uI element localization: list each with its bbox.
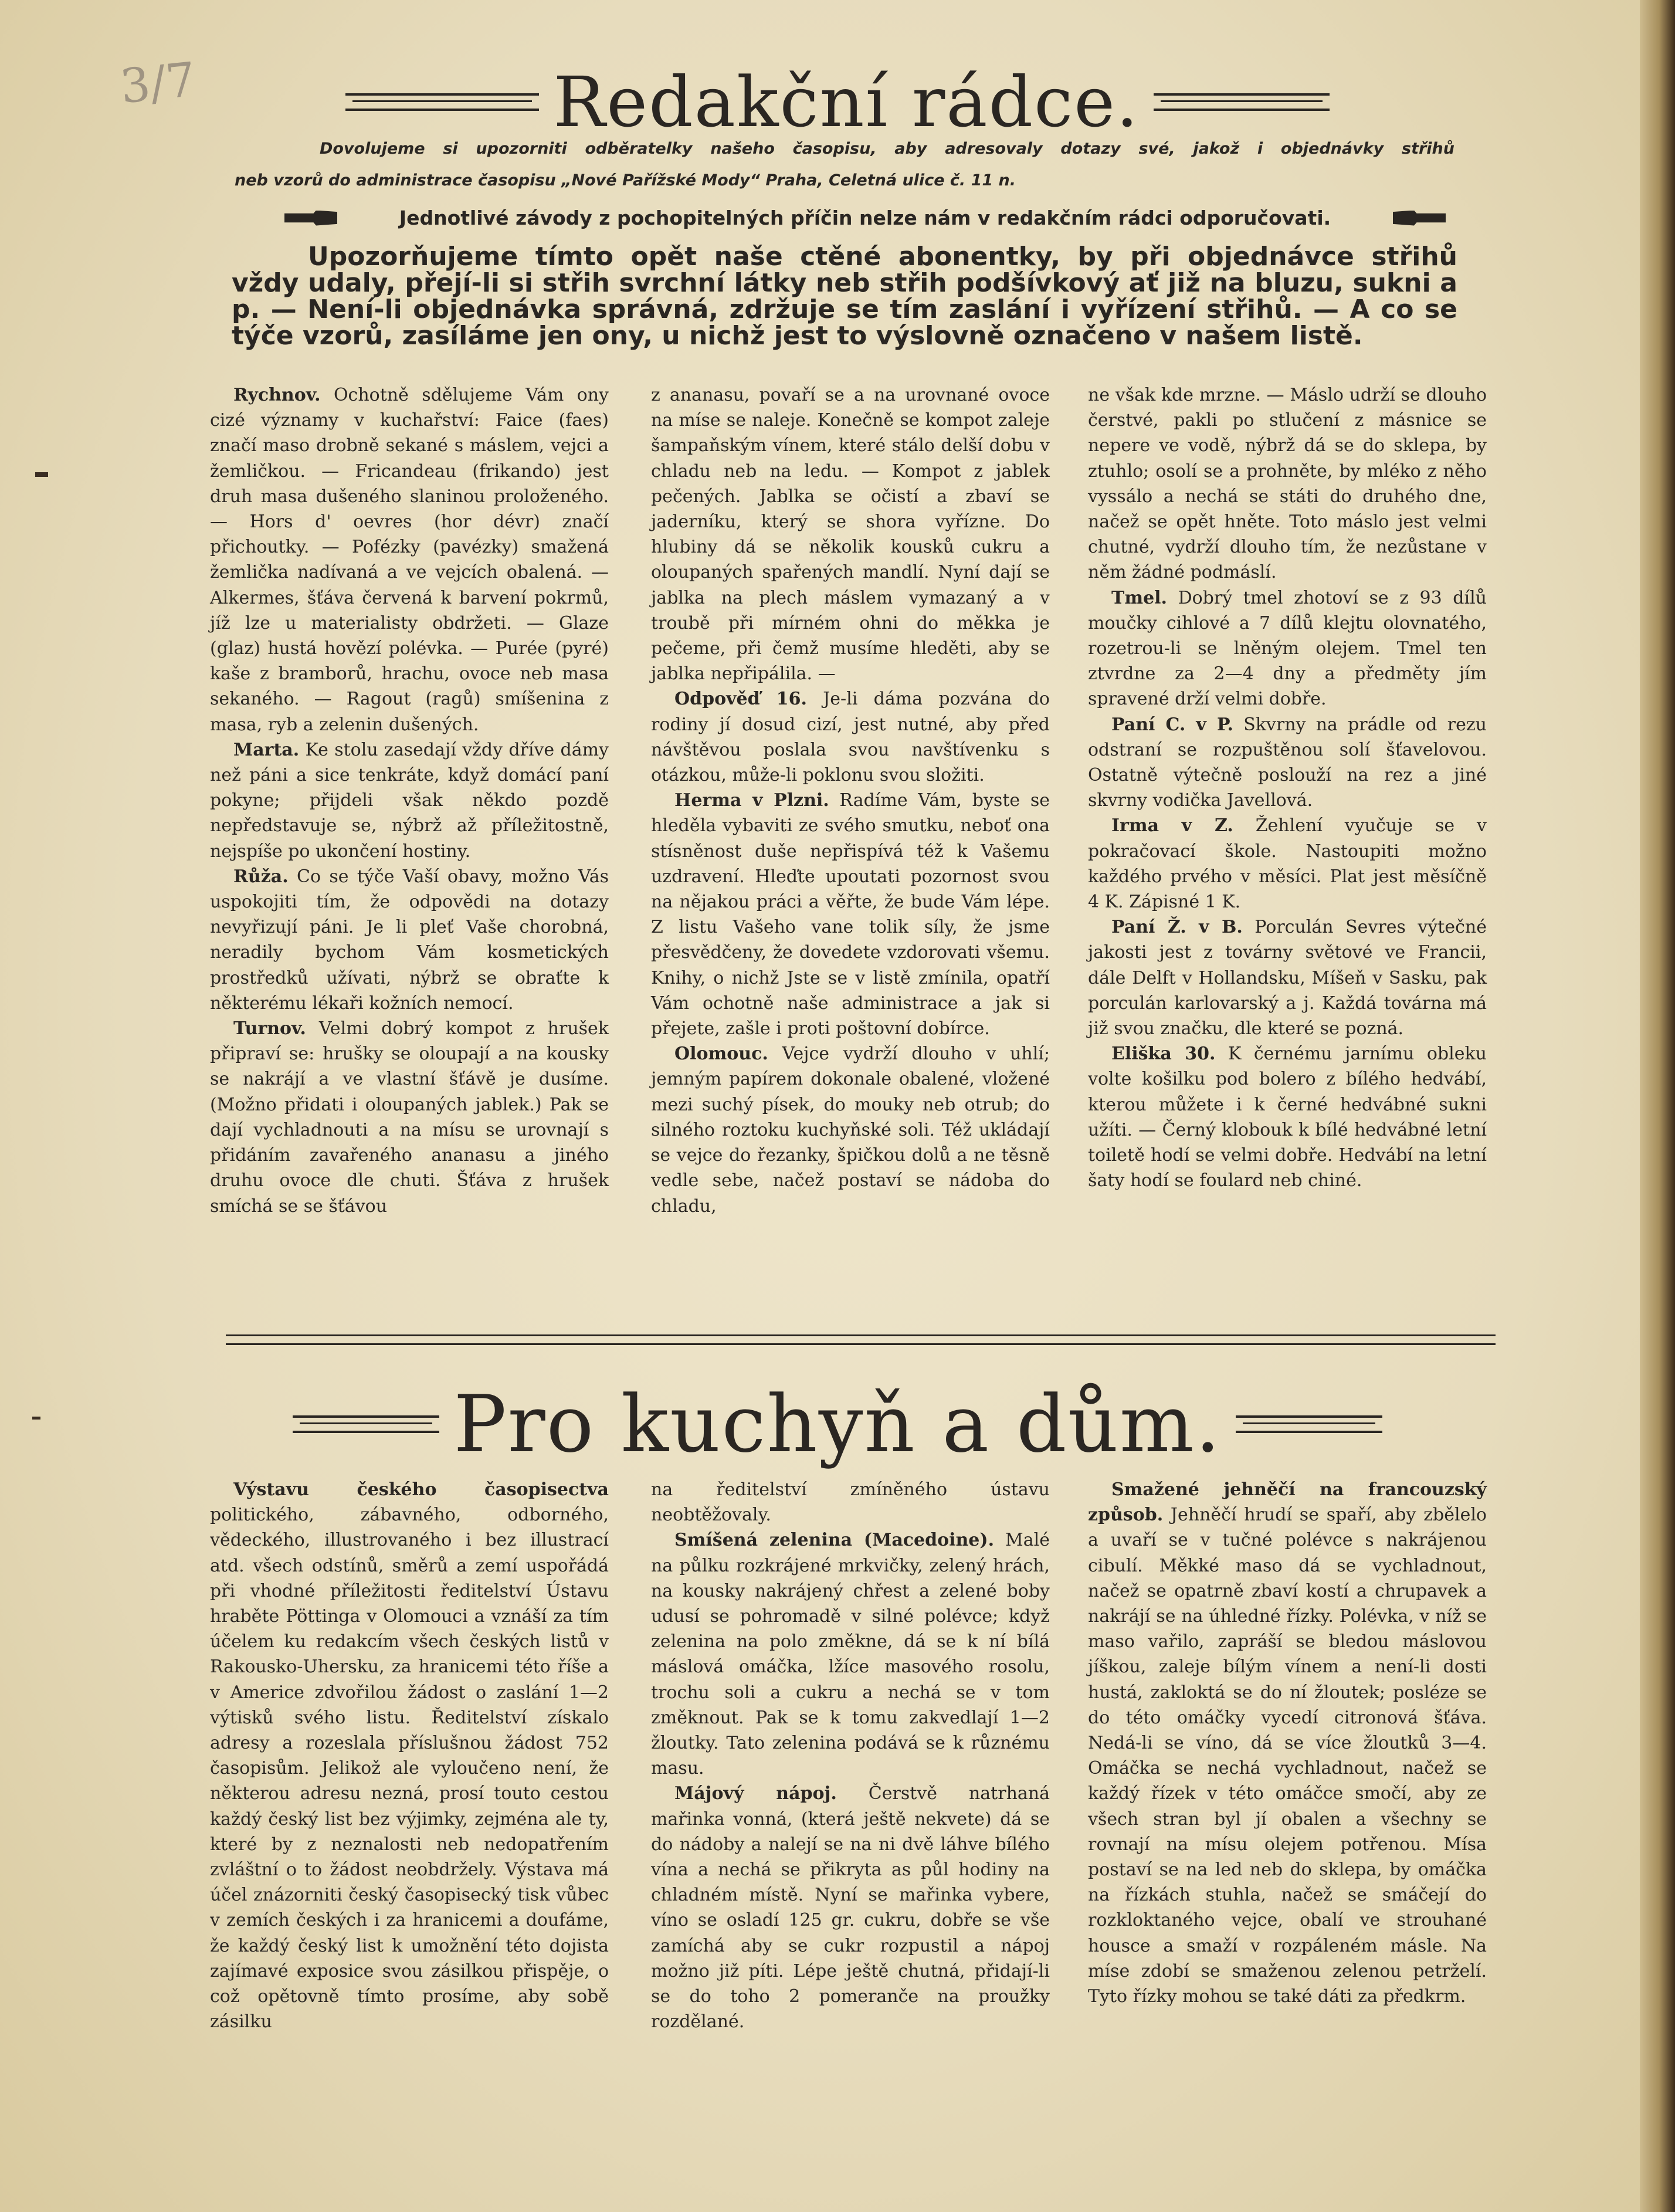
entry-text: Jehněčí hrudí se spaří, aby zbělelo a uvaří se v tučné polévce s nakrájenou cibulí. Měkké maso dá se vychladnout, načež se opatrně zbaví kostí a chrupavek a nakrájí se na úhledné řízky. Polévka, v níž se maso vařilo, zapráší se bledou máslovou jíškou, zaleje bílým vínem a není-li dosti hustá, zakloktá se do ní žloutek; posléze se do této omáčky vycedí citronová šťáva. Nedá-li se víno, dá se více žloutků 3—4. Omáčka se nechá vychladnout, načež se každý řízek v této omáčce smočí, aby ze všech stran byl jí obalen a všechny se rovnají na mísu olejem potřenou. Mísa postaví se na led neb do sklepa, by omáčka na řízkách stuhla, načež se smáčejí do rozkloktaného vejce, obalí ve strouhané housce a smaží v rozpáleném másle. Na míse zdobí se smaženou zelenou petrželí. Tyto řízky mohou se také dáti za předkrm. xyxy=(1088,1505,1487,2007)
entry-heading: Smažené jehněčí na francouzský způsob. xyxy=(1088,1479,1487,1526)
pointing-hand-icon xyxy=(284,211,337,226)
entry-heading: Rychnov. xyxy=(233,385,321,405)
title-ornament-right xyxy=(1236,1415,1382,1433)
section1-title-row xyxy=(0,62,1675,143)
entry-continuation xyxy=(651,382,1050,686)
entry-heading: Turnov. xyxy=(233,1018,306,1039)
entry-pani-c xyxy=(1088,712,1487,814)
entry-irma xyxy=(1088,813,1487,914)
entry-tmel xyxy=(1088,585,1487,712)
entry-text: Je-li dáma pozvána do rodiny jí dosud cizí, jest nutné, aby před návštěvou poslala svou navštívenku s otázkou, může-li poklonu svou složiti. xyxy=(651,689,1050,786)
entry-text: Žehlení vyučuje se v pokračovací škole. Nastoupiti možno každého prvého v měsíci. Plat jest měsíčně 4 K. Zápisné 1 K. xyxy=(1088,815,1487,913)
entry-text: z ananasu, povaří se a na urovnané ovoce na míse se naleje. Konečně se kompot zaleje šampaňským vínem, které stálo delší dobu v chladu neb na ledu. — Kompot z jablek pečených. Jablka se očistí a zbaví se jaderníku, který se shora vyřízne. Do hlubiny dá se několik kousků cukru a oloupaných spařených mandlí. Nyní dají se jablka na plech máslem vymazaný a v troubě při mírném ohni do měkka je pečeme, při čemž musíme hleděti, aby se jablka nepřipálila. — xyxy=(651,385,1050,685)
section2-title: Pro kuchyň a dům. xyxy=(453,1378,1222,1470)
entry-heading: Olomouc. xyxy=(674,1044,768,1065)
section-divider xyxy=(226,1334,1496,1345)
entry-text: politického, zábavného, odborného, vědeckého, illustrovaného i bez illustrací atd. všech odstínů, směrů a zemí uspořádá při vhodné příležitosti ředitelství Ústavu hraběte Pöttinga v Olomouci a vznáší za tím účelem ku redakcím všech českých listů v Rakousko-Uhersku, za hranicemi této říše a v Americe zdvořilou žádost o zaslání 1—2 výtisků svého listu. Ředitelství získalo adresy a rozeslala příslušnou žádost 752 časopisům. Jelikož ale vyloučeno není, že některou adresu nezná, prosí touto cestou každý český list bez výjimky, zejména ale ty, které by z neznalosti neb nedopatřením zvláštní o to žádost neobdržely. Výstava má účel znázorniti český časopisecký tisk vůbec v zemích českých i za hranicemi a doufáme, že každý český list k umožnění této dojista zajímavé exposice svou zásilkou přispěje, o což opětovně tímto prosíme, aby sobě zásilku xyxy=(210,1505,609,2033)
entry-text: Porculán Sevres výtečné jakosti jest z továrny světové ve Francii, dále Delft v Hollandsku, Míšeň v Sasku, pak porculán karlovarský a j. Každá továrna má již svou značku, dle které se pozná. xyxy=(1088,917,1487,1039)
section2-column-1 xyxy=(210,1477,609,2034)
entry-turnov xyxy=(210,1016,609,1219)
entry-jehneci xyxy=(1088,1477,1487,2009)
entry-text: Co se týče Vaší obavy, možno Vás uspokojiti tím, že odpovědi na dotazy nevyřizují páni. Je li pleť Vaše chorobná, neradily bychom Vám kosmetických prostředků užívati, nýbrž se obraťte k některému lékaři kožních nemocí. xyxy=(210,866,609,1014)
entry-heading: Tmel. xyxy=(1111,587,1167,608)
section1-column-2 xyxy=(651,382,1050,1219)
entry-text: Čerstvě natrhaná mařinka vonná, (která ještě nekvete) dá se do nádoby a nalejí se na ni dvě láhve bílého vína a nechá se přikryta as půl hodiny na chladném místě. Nyní se mařinka vybere, víno se osladí 125 gr. cukru, dobře se vše zamíchá aby se cukr rozpustil a nápoj možno již píti. Lépe ještě chutná, přidají-li se do toho 2 pomeranče na proužky rozdělané. xyxy=(651,1783,1050,2033)
entry-majovy-napoj xyxy=(651,1781,1050,2034)
entry-heading: Irma v Z. xyxy=(1111,815,1233,836)
entry-text: ne však kde mrzne. — Máslo udrží se dlouho čerstvé, pakli po stlučení z másnice se nepere ve vodě, nýbrž dá se do sklepa, by ztuhlo; osolí se a prohněte, by mléko z něho vyssálo a nechá se státi do druhého dne, načež se opět hněte. Toto máslo jest velmi chutné, vydrží dlouho tím, že nezůstane v něm žádné podmáslí. xyxy=(1088,385,1487,583)
title-ornament-left xyxy=(293,1415,439,1433)
entry-heading: Májový nápoj. xyxy=(674,1783,837,1804)
entry-marta xyxy=(210,737,609,864)
entry-heading: Herma v Plzni. xyxy=(674,790,829,811)
entry-heading: Výstavu českého časopisectva xyxy=(233,1479,609,1500)
entry-heading: Eliška 30. xyxy=(1111,1044,1216,1065)
entry-continuation xyxy=(1088,382,1487,585)
entry-vystava xyxy=(210,1477,609,2034)
pencil-page-mark: 3/7 xyxy=(117,52,199,114)
entry-rychnov xyxy=(210,382,609,737)
entry-odpoved-16 xyxy=(651,686,1050,788)
section2-column-3 xyxy=(1088,1477,1487,2009)
pointing-hand-icon xyxy=(1393,211,1446,226)
section1-column-1 xyxy=(210,382,609,1219)
section2-title-row xyxy=(0,1378,1675,1470)
entry-olomouc xyxy=(651,1041,1050,1218)
section1-column-3 xyxy=(1088,382,1487,1194)
entry-herma xyxy=(651,788,1050,1041)
entry-text: Skvrny na prádle od rezu odstraní se rozpuštěnou solí šťavelovou. Ostatně výtečně poslouží na rez a jiné skvrny vodička Javellová. xyxy=(1088,714,1487,811)
entry-macedoine xyxy=(651,1527,1050,1781)
entry-heading: Marta. xyxy=(233,739,300,760)
entry-continuation xyxy=(651,1477,1050,1527)
entry-ruza xyxy=(210,864,609,1016)
warning-text: Jednotlivé závody z pochopitelných příčin nelze nám v redakčním rádci odporučovati. xyxy=(399,206,1331,229)
entry-text: Velmi dobrý kompot z hrušek připraví se: hrušky se oloupají a na kousky se nakrájí a ve vlastní šťávě je dusíme. (Možno přidati i oloupaných jablek.) Pak se dají vychladnouti a na mísu se urovnají s přidáním zavařeného ananasu a jiného druhu ovoce dle chuti. Šťáva z hrušek smíchá se se šťávou xyxy=(210,1018,609,1217)
entry-heading: Paní C. v P. xyxy=(1111,714,1233,735)
book-spine xyxy=(1640,0,1675,2212)
entry-text: Ke stolu zasedají vždy dříve dámy než páni a sice tenkráte, když domácí paní pokyne; přijdeli však někdo pozdě nepředstavuje se, nýbrž až příležitostně, nejspíše po ukončení hostiny. xyxy=(210,739,609,862)
entry-text: K černému jarnímu obleku volte košilku pod bolero z bílého hedvábí, kterou můžete i k černé hedvábné sukni užíti. — Černý klobouk k bílé hedvábné letní toiletě hodí se velmi dobře. Hedvábí na letní šaty hodí se foulard neb chiné. xyxy=(1088,1044,1487,1191)
section1-title: Redakční rádce. xyxy=(553,62,1140,143)
entry-heading: Paní Ž. v B. xyxy=(1111,917,1243,938)
title-ornament-left xyxy=(345,93,539,111)
entry-heading: Odpověď 16. xyxy=(674,689,807,710)
section2-column-2 xyxy=(651,1477,1050,2034)
entry-text: Ochotně sdělujeme Vám ony cizé významy v kuchařství: Faice (faes) značí maso drobně sekané s máslem, vejci a žemličkou. — Fricandeau (frikando) jest druh masa dušeného slaninou proloženého. — Hors d' oevres (hor dévr) značí přichoutky. — Pofézky (pavézky) smažená žemlička nadívaná a ve vejcích obalená. — Alkermes, šťáva červená k barvení pokrmů, jíž lze u materialisty obdržeti. — Glaze (glaz) hustá hovězí polévka. — Purée (pyré) kaše z bramborů, hrachu, ovoce neb masa sekaného. — Ragout (ragů) smíšenina z masa, ryb a zelenin dušených. xyxy=(210,385,609,735)
entry-text: Dobrý tmel zhotoví se z 93 dílů moučky cihlové a 7 dílů klejtu olovnatého, rozetrou-li se lněným olejem. Tmel ten ztvrdne za 2—4 dny a předměty jím spravené drží velmi dobře. xyxy=(1088,587,1487,710)
warning-line xyxy=(284,206,1446,229)
entry-text: Radíme Vám, byste se hleděla vybaviti ze svého smutku, neboť ona stísněnost duše nepřispívá též k Vašemu uzdravení. Hleďte upoutati pozornost svou na nějakou práci a věřte, že bude Vám lépe. Z listu Vašeho vane tolik síly, že jsme přesvědčeny, že dovedete vzdorovati všemu. Knihy, o nichž Jste se v listě zmínila, opatří Vám ochotně naše administrace a jak si přejete, zašle i proti poštovní dobírce. xyxy=(651,790,1050,1039)
entry-text: na ředitelství zmíněného ústavu neobtěžovaly. xyxy=(651,1479,1050,1526)
notice-line-2: neb vzorů do administrace časopisu „Nové Pařížské Mody“ Praha, Celetná ulice č. 11 n. xyxy=(235,171,1016,189)
entry-heading: Smíšená zelenina (Macedoine). xyxy=(674,1530,995,1551)
entry-eliska xyxy=(1088,1041,1487,1193)
entry-text: Vejce vydrží dlouho v uhlí; jemným papírem dokonale obalené, vložené mezi suchý písek, do mouky neb otrub; do silného roztoku kuchyňské soli. Též ukládají se vejce do řezanky, špičkou dolů a ne těsně vedle sebe, načež postaví se nádoba do chladu, xyxy=(651,1044,1050,1217)
notice-line-1: Dovolujeme si upozorniti odběratelky našeho časopisu, aby adresovaly dotazy své, jakož i objednávky střihů xyxy=(320,140,1454,158)
edge-mark xyxy=(35,472,48,477)
title-ornament-right xyxy=(1154,93,1330,111)
lead-paragraph: Upozorňujeme tímto opět naše ctěné abonentky, by při objednávce střihů vždy udaly, přejí-li si střih svrchní látky neb střih podšívkový ať již na bluzu, sukni a p. — Není-li objednávka správná, zdržuje se tím zaslání i vyřízení střihů. — A co se týče vzorů, zasíláme jen ony, u nichž jest to výslovně označeno v našem listě. xyxy=(232,242,1457,351)
entry-text: Malé na půlku rozkrájené mrkvičky, zelený hrách, na kousky nakrájený chřest a zelené boby udusí se pohromadě v silné polévce; když zelenina na polo změkne, dá se k ní bílá máslová omáčka, lžíce masového rosolu, trochu soli a cukru a nechá se v tom změknout. Pak se k tomu zakvedlají 1—2 žloutky. Tato zelenina podává se k různému masu. xyxy=(651,1530,1050,1779)
entry-pani-z xyxy=(1088,914,1487,1041)
entry-heading: Růža. xyxy=(233,866,289,887)
